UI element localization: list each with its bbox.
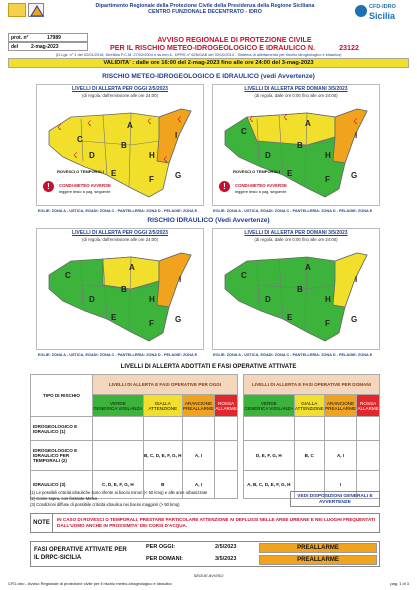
cell: B, C, D, E, F, G, H	[143, 441, 182, 471]
zone-label-b: B	[297, 285, 303, 294]
title-line-1: AVVISO REGIONALE DI PROTEZIONE CIVILE	[157, 35, 312, 44]
zone-label-e: E	[287, 313, 293, 322]
cell: D, E, F, G, H	[243, 441, 294, 471]
section2-title: RISCHIO IDRAULICO (Vedi Avvertenze)	[147, 217, 270, 224]
cfd-logo-mark	[355, 5, 367, 17]
level-arancione: ARANCIONE PREALLARME	[324, 395, 356, 417]
footer-page: pag. 1 di 3	[390, 581, 409, 586]
panel-heading: LIVELLI DI ALLERTA PER OGGI 2/5/2023	[72, 230, 168, 236]
zone-label-d: D	[265, 151, 271, 160]
zone-label-i: I	[179, 275, 182, 284]
panel-heading: LIVELLI DI ALLERTA PER OGGI 2/5/2023	[72, 86, 168, 92]
phases-tomorrow-value: PREALLARME	[259, 555, 377, 565]
department-name: Dipartimento Regionale della Protezione Civile della Presidenza della Regione Siciliana	[95, 3, 315, 9]
today-header: LIVELLI DI ALLERTA E FASI OPERATIVE PER OGGI	[93, 375, 238, 395]
storms-label: ROVESCI O TEMPORALI	[233, 169, 280, 174]
cell	[215, 441, 238, 471]
del-date-box	[8, 42, 88, 51]
zone-label-h: H	[325, 151, 331, 160]
phases-today-value: PREALLARME	[259, 543, 377, 553]
zone-label-b: B	[121, 285, 127, 294]
header-title	[80, 3, 330, 16]
level-rossa: ROSSA ALLARME	[357, 395, 380, 417]
map-panel-meteo-tomorrow	[212, 84, 380, 206]
phases-today-date: 2/5/2023	[215, 544, 237, 550]
cell: I	[324, 471, 356, 499]
level-verde: VERDE GENERICA VIGILANZA	[93, 395, 144, 417]
storm-icon: ☇	[87, 119, 92, 128]
footnote-2: (2) Come sopra, con forzante Meteo	[30, 496, 98, 501]
zone-label-d: D	[89, 151, 95, 160]
storm-icon: ☇	[353, 117, 358, 126]
cell: B	[143, 471, 182, 499]
row-label: IDROGEOLOGICO E IDRAULICO (1)	[31, 417, 93, 441]
storm-icon: ☇	[249, 115, 254, 124]
level-rossa: ROSSA ALLARME	[215, 395, 238, 417]
adverse-conditions-sub: leggere testo a pag. seguente	[59, 189, 111, 194]
main-title	[92, 36, 377, 52]
storm-icon: ☇	[147, 117, 152, 126]
cell	[294, 417, 324, 441]
col-tipo-header: TIPO DI RISCHIO	[31, 375, 93, 417]
phases-tomorrow-label: PER DOMANI:	[146, 556, 183, 562]
zone-label-c: C	[65, 271, 71, 280]
zone-label-f: F	[149, 175, 154, 184]
islands-note-tomorrow: EOLIE: ZONA A - USTICA, EGADI: ZONA C - PANTELLERIA: ZONA D - PELAGIE: ZONA E	[213, 353, 373, 357]
cell: A, B, C, D, E, F, G, H	[243, 471, 294, 499]
del-value: 2-mag-2023	[31, 44, 59, 50]
zone-label-d: D	[265, 295, 271, 304]
segue-avviso: SEGUE AVVISO	[193, 573, 224, 578]
sicily-map-hydraulic-today	[41, 245, 201, 349]
civil-protection-logo	[28, 3, 44, 17]
level-gialla: GIALLA ATTENZIONE	[143, 395, 182, 417]
storm-icon: ☇	[73, 151, 78, 160]
cell	[243, 417, 294, 441]
alert-levels-table	[30, 374, 380, 499]
adverse-conditions-title: CONDI-METEO AVVERSE	[59, 183, 111, 188]
zone-label-g: G	[351, 171, 358, 180]
panel-subheading: (di regola, dall'emissione alle ore 24:00)	[82, 237, 158, 242]
tomorrow-header: LIVELLI DI ALLERTA E FASI OPERATIVE PER DOMANI	[243, 375, 379, 395]
cell	[357, 417, 380, 441]
level-arancione: ARANCIONE PREALLARME	[182, 395, 214, 417]
center-name: CENTRO FUNZIONALE DECENTRATO - IDRO	[148, 9, 262, 16]
table-row	[31, 441, 380, 471]
cell: A, I	[182, 471, 214, 499]
zone-label-f: F	[149, 319, 154, 328]
adverse-conditions-title: CONDI-METEO AVVERSE	[235, 183, 287, 188]
cell: A, I	[182, 441, 214, 471]
warning-icon: !	[219, 181, 230, 192]
storm-icon: ☇	[163, 155, 168, 164]
cell	[357, 441, 380, 471]
row-label: IDRAULICO (3)	[31, 471, 93, 499]
zone-label-f: F	[325, 175, 330, 184]
cell	[93, 417, 144, 441]
table-footnotes	[30, 490, 250, 508]
phases-label: FASI OPERATIVE ATTIVATE PER IL DRPC-SICILIA	[34, 547, 127, 561]
zone-label-i: I	[175, 131, 178, 140]
sicily-map-hydraulic-tomorrow	[217, 245, 377, 349]
storm-icon: ☇	[57, 123, 62, 132]
adverse-conditions-sub: leggere testo a pag. seguente	[235, 189, 287, 194]
cell	[93, 441, 144, 471]
note-label: NOTE	[31, 514, 53, 532]
zone-label-e: E	[111, 169, 117, 178]
cfd-logo-region: Sicilia	[369, 11, 396, 21]
zone-label-a: A	[127, 121, 133, 130]
zone-label-f: F	[325, 319, 330, 328]
cfd-logo-text: CFD-IDRO	[369, 4, 396, 10]
sicily-flag-logo	[8, 3, 26, 17]
zone-label-g: G	[175, 315, 182, 324]
prot-number-box	[8, 33, 88, 42]
cell	[182, 417, 214, 441]
panel-heading: LIVELLI DI ALLERTA PER DOMANI 3/5/2023	[244, 86, 348, 92]
cell: A, I	[324, 441, 356, 471]
islands-note-tomorrow: EOLIE: ZONA A - USTICA, EGADI: ZONA C - PANTELLERIA: ZONA D - PELAGIE: ZONA E	[213, 209, 373, 213]
map-panel-meteo-today	[36, 84, 204, 206]
warning-icon: !	[43, 181, 54, 192]
validity-bar: VALIDITA' : dalle ore 16:00 del 2-mag-2023 fino alle ore 24:00 del 3-mag-2023	[8, 58, 409, 68]
phases-today-label: PER OGGI:	[146, 544, 176, 550]
cell: B, C	[294, 441, 324, 471]
zone-label-c: C	[241, 127, 247, 136]
table-title: LIVELLI DI ALLERTA ADOTTATI E FASI OPERATIVE ATTIVATE	[120, 364, 297, 370]
note-text: IN CASO DI ROVESCI O TEMPORALI, PRESTARE PARTICOLARE ATTENZIONE AI DEFLUSSI NELLE AREE URBANE E NEI LUOGHI FREQUENTATI DALL'UOMO ANCHE IN PROSSIMITA' DEI CORSI D'ACQUA.	[57, 517, 376, 528]
zone-label-h: H	[149, 295, 155, 304]
islands-note-today: EOLIE: ZONA A - USTICA, EGADI: ZONA C - PANTELLERIA: ZONA D - PELAGIE: ZONA E	[38, 209, 198, 213]
footnote-3: (3) Condizioni diffuse di possibile criticità idraulica nei bacini maggiori (> 50 kmq)	[30, 502, 180, 507]
panel-subheading: (di regola, dalle ore 0:00 fino alle ore 24:00)	[254, 93, 338, 98]
zone-label-a: A	[129, 263, 135, 272]
zone-label-e: E	[287, 169, 293, 178]
row-label: IDROGEOLOGICO E IDRAULICO PER TEMPORALI (2)	[31, 441, 93, 471]
operative-phases	[30, 541, 380, 567]
islands-note-today: EOLIE: ZONA A - USTICA, EGADI: ZONA C - PANTELLERIA: ZONA D - PELAGIE: ZONA E	[38, 353, 198, 357]
zone-label-b: B	[297, 141, 303, 150]
cell	[143, 417, 182, 441]
cfd-idro-logo	[355, 2, 409, 30]
map-panel-hydraulic-tomorrow	[212, 228, 380, 350]
zone-label-b: B	[121, 141, 127, 150]
zone-label-a: A	[305, 119, 311, 128]
panel-heading: LIVELLI DI ALLERTA PER DOMANI 3/5/2023	[244, 230, 348, 236]
zone-label-h: H	[149, 151, 155, 160]
zone-label-c: C	[241, 271, 247, 280]
zone-label-g: G	[351, 315, 358, 324]
panel-subheading: (di regola, dalle ore 0:00 fino alle ore 24:00)	[254, 237, 338, 242]
cell: C, D, E, F, G, H	[93, 471, 144, 499]
map-panel-hydraulic-today	[36, 228, 204, 350]
storms-label: ROVESCI O TEMPORALI	[57, 169, 104, 174]
zone-label-d: D	[89, 295, 95, 304]
zone-label-h: H	[325, 295, 331, 304]
footnote-1: (1) Le possibili criticità idrauliche sono riferite ai bacini minori (< 50 kmq) e alle aree urbanizzate	[30, 490, 208, 495]
level-verde: VERDE GENERICA VIGILANZA	[243, 395, 294, 417]
storm-icon: ☇	[283, 113, 288, 122]
panel-subheading: (di regola, dall'emissione alle ore 24:00)	[82, 93, 158, 98]
table-row	[31, 417, 380, 441]
disposizioni-box: VEDI DISPOSIZIONI GENERALI E AVVERTENZE	[290, 491, 380, 507]
legal-reference: (D.Lgs. n° 1 del 02/01/2018, Direttiva P.C.M. 27/02/2004 e ss.mm.ii., DPRS n° 626/GAB del 30/10/2014 - Sistema di allertamento per rischio idrogeologico e idraulico)	[56, 52, 342, 57]
cell	[215, 417, 238, 441]
cell	[324, 417, 356, 441]
prot-label: prot. n°	[11, 35, 29, 41]
zone-label-a: A	[305, 263, 311, 272]
note-box	[30, 513, 380, 533]
zone-label-g: G	[175, 171, 182, 180]
prot-value: 17989	[47, 35, 61, 41]
avviso-number: 23122	[339, 43, 360, 52]
zone-label-e: E	[111, 313, 117, 322]
storm-icon: ☇	[177, 115, 182, 124]
level-gialla: GIALLA ATTENZIONE	[294, 395, 324, 417]
zone-label-i: I	[355, 131, 358, 140]
phases-tomorrow-date: 3/5/2023	[215, 556, 237, 562]
zone-label-i: I	[355, 275, 358, 284]
footer-left: CFD-Idro - Avviso Regionale di protezione civile per il rischio meteo-idrogeologico e idraulico	[8, 581, 172, 586]
title-line-2: PER IL RISCHIO METEO-IDROGEOLOGICO E IDRAULICO N.	[109, 43, 316, 52]
zone-label-c: C	[77, 135, 83, 144]
del-label: del	[11, 44, 19, 50]
section1-title: RISCHIO METEO-IDROGEOLOGICO E IDRAULICO (vedi Avvertenze)	[102, 73, 315, 80]
